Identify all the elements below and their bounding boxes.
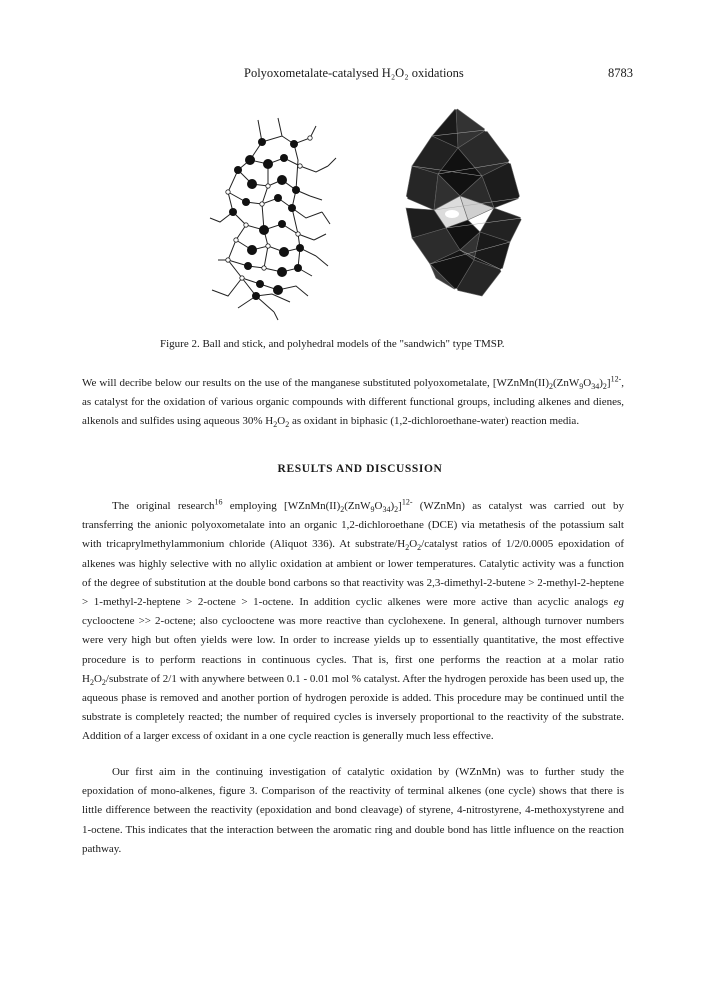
results-paragraph-1 [82,497,624,747]
results-paragraph-2-text: Our first aim in the continuing investigation of catalytic oxidation by (WZnMn) was to further study the epoxidation of mono-alkenes, figure 3. Comparison of the reactivity of terminal alkenes (one cycle) shows that there is little difference between the reactivity (epoxidation and bond cleavage) of styrene, 4-nitrostyrene, 4-methoxystyrene and 1-octene. This indicates that the interaction between the aromatic ring and double bond has little influence on the reaction pathway. [82,766,624,855]
results-paragraph-1-text: The original research$^{16}$ employing $[WZnMn(II)_2(ZnW_9O_{34})_2]^{12-}$ (WZnMn) as catalyst was carried out by transferring the anionic polyoxometalate into an organic 1,2-dichloroethane (DCE) via metathesis of the potassium salt with tricaprylmethylammonium chloride (Aliquot 336). At substrate/$H_2O_2$/catalyst ratios of 1/2/0.0005 epoxidation of alkenes was highly selective with no allylic oxidation at ambient or lower temperatures. Catalytic activity was a function of the degree of substitution at the double bond carbons so that reactivity was 2,3-dimethyl-2-butene > 2-methyl-2-heptene > 1-methyl-2-heptene > 2-octene > 1-octene. In addition cyclic alkenes were more active than acyclic analogs eg cyclooctene >> 2-octene; also cyclooctene was more reactive than cyclohexene. In general, although turnover numbers were very high but often yields were low. In order to increase yields up to essentially quantitative, the most effective procedure is to perform reactions in continuous cycles. That is, first one performs the reaction at a molar ratio $H_2O_2$/substrate of 2/1 with anywhere between 0.1 - 0.01 mol % catalyst. After the hydrogen peroxide has been used up, the aqueous phase is removed and another portion of hydrogen peroxide is added. This procedure may be continued until the substrate is completely reacted; the number of required cycles is inversely proportional to the reactivity of the substrate. Addition of a larger excess of oxidant in a one cycle reaction is generally much less effective. [82,497,625,743]
page-number: 8783 [608,66,633,80]
running-header [0,66,720,84]
section-heading: RESULTS AND DISCUSSION [277,463,443,475]
results-paragraph-2 [82,763,624,859]
intro-paragraph [82,374,624,432]
running-title: Polyoxometalate-catalysed H₂O₂ oxidations [244,66,464,80]
figure-caption: Figure 2. Ball and stick, and polyhedral models of the "sandwich" type TMSP. [160,338,505,350]
ball-and-stick-model [198,100,348,325]
intro-paragraph-text: We will decribe below our results on the use of the manganese substituted polyoxometalate, $[WZnMn(II)_2(ZnW_9O_{34})_2]^{12-}$, as catalyst for the oxidation of various organic compounds with different functional groups, including alkenes and dienes, alkenols and sulfides using aqueous 30% $H_2O_2$ as oxidant in biphasic (1,2-dichloroethane-water) reaction media. [82,374,624,430]
polyhedral-model [398,100,528,308]
